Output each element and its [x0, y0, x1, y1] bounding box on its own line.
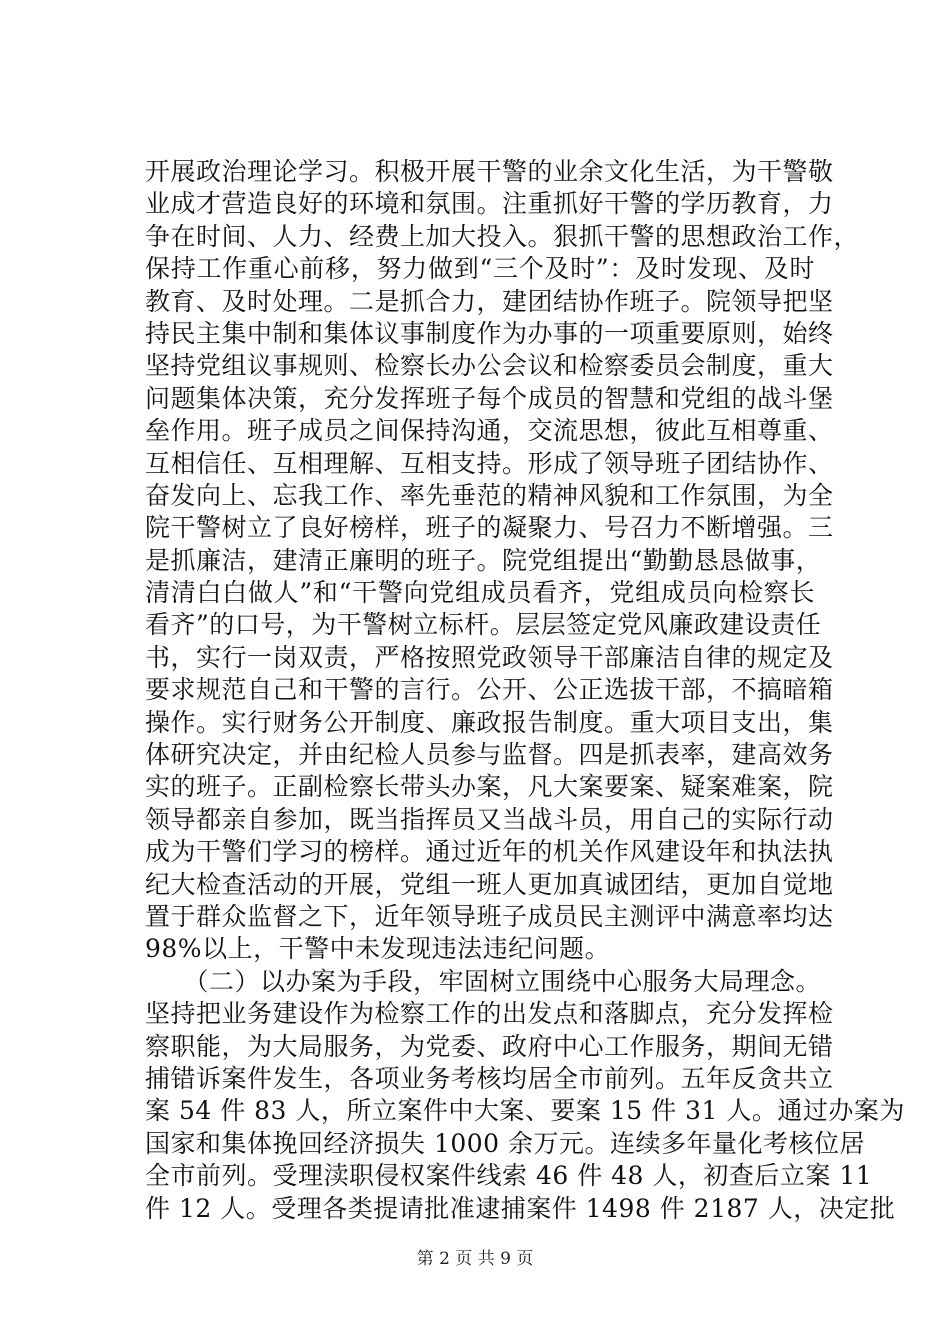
text-line: 实的班子。正副检察长带头办案，凡大案要案、疑案难案，院	[145, 772, 834, 802]
text-line: 院干警树立了良好榜样，班子的凝聚力、号召力不断增强。三	[145, 513, 834, 543]
text-line: 是抓廉洁，建清正廉明的班子。院党组提出“勤勤恳恳做事，	[145, 545, 822, 575]
text-line: 操作。实行财务公开制度、廉政报告制度。重大项目支出，集	[145, 707, 834, 737]
text-line: （二）以办案为手段，牢固树立围绕中心服务大局理念。	[145, 966, 822, 996]
text-line: 成为干警们学习的榜样。通过近年的机关作风建设年和执法执	[145, 837, 834, 867]
text-line: 问题集体决策，充分发挥班子每个成员的智慧和党组的战斗堡	[145, 383, 834, 413]
text-line: 全市前列。受理渎职侵权案件线索 46 件 48 人，初查后立案 11	[145, 1161, 873, 1191]
text-line: 案 54 件 83 人，所立案件中大案、要案 15 件 31 人。通过办案为	[145, 1096, 905, 1126]
text-line: 坚持党组议事规则、检察长办公会议和检察委员会制度，重大	[145, 351, 834, 381]
text-line: 奋发向上、忘我工作、率先垂范的精神风貌和工作氛围，为全	[145, 480, 834, 510]
text-line: 看齐”的口号，为干警树立标杆。层层签定党风廉政建设责任	[145, 610, 822, 640]
text-line: 开展政治理论学习。积极开展干警的业余文化生活，为干警敬	[145, 157, 834, 186]
text-line: 置于群众监督之下，近年领导班子成员民主测评中满意率均达	[145, 901, 834, 931]
text-line: 要求规范自己和干警的言行。公开、公正选拔干部，不搞暗箱	[145, 675, 834, 705]
text-line: 领导都亲自参加，既当指挥员又当战斗员，用自己的实际行动	[145, 804, 834, 834]
text-line: 保持工作重心前移，努力做到“三个及时”：及时发现、及时	[145, 254, 815, 284]
text-line: 清清白白做人”和“干警向党组成员看齐，党组成员向检察长	[145, 578, 815, 608]
page-number-footer: 第 2 页 共 9 页	[416, 1249, 534, 1269]
text-line: 察职能，为大局服务，为党委、政府中心工作服务，期间无错	[145, 1031, 834, 1061]
text-line: 教育、及时处理。二是抓合力，建团结协作班子。院领导把坚	[145, 286, 834, 316]
text-line: 垒作用。班子成员之间保持沟通，交流思想，彼此互相尊重、	[145, 416, 834, 446]
text-line: 98%以上，干警中未发现违法违纪问题。	[145, 934, 611, 964]
text-line: 争在时间、人力、经费上加大投入。狠抓干警的思想政治工作，	[145, 221, 860, 251]
text-line: 坚持把业务建设作为检察工作的出发点和落脚点，充分发挥检	[145, 999, 834, 1029]
text-line: 纪大检查活动的开展，党组一班人更加真诚团结，更加自觉地	[145, 869, 834, 899]
text-line: 捕错诉案件发生，各项业务考核均居全市前列。五年反贪共立	[145, 1063, 834, 1093]
text-line: 国家和集体挽回经济损失 1000 余万元。连续多年量化考核位居	[145, 1128, 866, 1158]
text-line: 持民主集中制和集体议事制度作为办事的一项重要原则，始终	[145, 318, 834, 348]
text-line: 体研究决定，并由纪检人员参与监督。四是抓表率，建高效务	[145, 740, 834, 770]
text-line: 业成才营造良好的环境和氛围。注重抓好干警的学历教育，力	[145, 189, 834, 219]
document-body	[145, 156, 905, 1225]
text-line: 件 12 人。受理各类提请批准逮捕案件 1498 件 2187 人，决定批	[145, 1193, 896, 1223]
text-line: 书，实行一岗双责，严格按照党政领导干部廉洁自律的规定及	[145, 642, 834, 672]
text-line: 互相信任、互相理解、互相支持。形成了领导班子团结协作、	[145, 448, 834, 478]
